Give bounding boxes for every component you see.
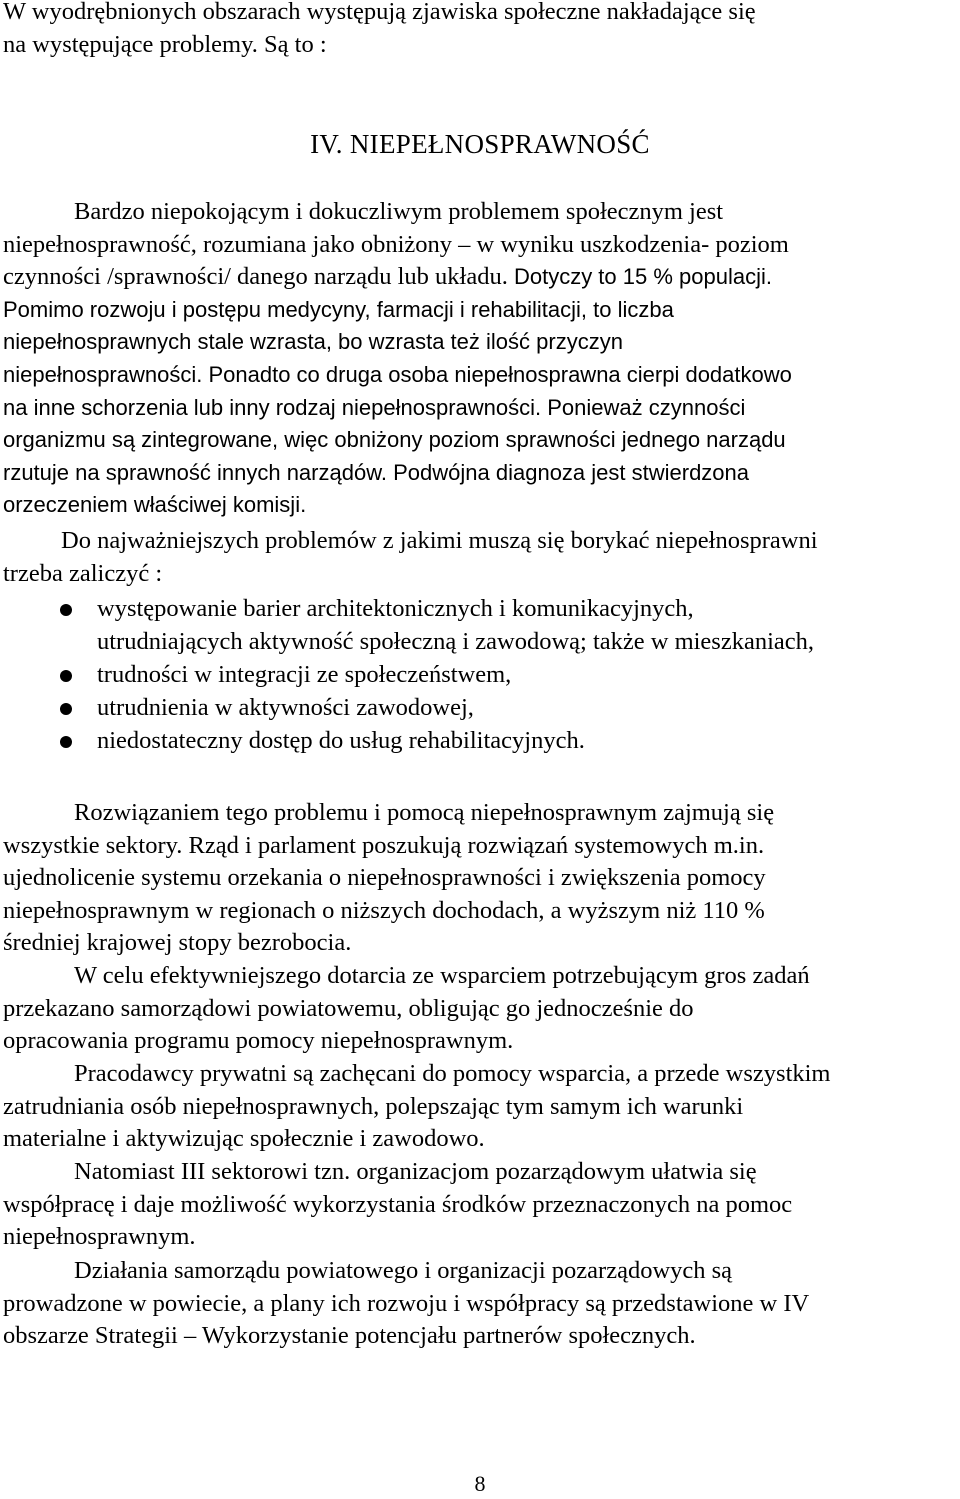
paragraph-line: obszarze Strategii – Wykorzystanie potencjału partnerów społecznych. (3, 1322, 696, 1350)
paragraph-segment: Podwójna diagnoza jest stwierdzona (393, 459, 750, 485)
paragraph-employers (3, 1058, 960, 1156)
bullet-icon (60, 604, 72, 616)
paragraph-line: współpracę i daje możliwość wykorzystania środków przeznaczonych na pomoc (3, 1190, 793, 1218)
paragraph-line: niepełnosprawnych stale wzrasta, bo wzrasta też ilość przyczyn (3, 329, 623, 355)
page-number: 8 (474, 1471, 486, 1496)
list-item-text: trudności w integracji ze społeczeństwem, (97, 661, 512, 688)
paragraph-segment: na inne schorzenia lub inny rodzaj niepełnosprawności. (3, 394, 542, 420)
paragraph-local-government (3, 960, 960, 1058)
paragraph-line: opracowania programu pomocy niepełnosprawnym. (3, 1027, 514, 1055)
paragraph-line: Natomiast III sektorowi tzn. organizacjom pozarządowym ułatwia się (74, 1158, 757, 1185)
intro-paragraph (3, 0, 960, 61)
paragraph-line: średniej krajowej stopy bezrobocia. (3, 929, 352, 957)
paragraph-line: Pomimo rozwoju i postępu medycyny, farmacji i rehabilitacji, to liczba (3, 296, 674, 322)
paragraph-segment: niepełnosprawności. (3, 361, 203, 387)
paragraph-line: orzeczeniem właściwej komisji. (3, 492, 307, 518)
problems-list (0, 592, 960, 757)
paragraph-line: Bardzo niepokojącym i dokuczliwym problemem społecznym jest (74, 198, 724, 225)
paragraph-line (3, 457, 960, 490)
bullet-icon (60, 703, 72, 715)
paragraph-line: niepełnosprawność, rozumiana jako obniżony – w wyniku uszkodzenia- poziom (3, 230, 789, 258)
bullet-icon (60, 736, 72, 748)
paragraph-line: niepełnosprawnym. (3, 1223, 196, 1251)
paragraph-line: wszystkie sektory. Rząd i parlament poszukują rozwiązań systemowych m.in. (3, 831, 765, 859)
paragraph-line (3, 261, 960, 294)
paragraph-disability-definition (3, 196, 960, 522)
paragraph-segment: rzutuje na sprawność innych narządów. (3, 459, 387, 485)
list-item-text: występowanie barier architektonicznych i komunikacyjnych, (97, 595, 694, 622)
paragraph-line (3, 392, 960, 425)
paragraph-line: Pracodawcy prywatni są zachęcani do pomocy wsparcia, a przede wszystkim (74, 1060, 831, 1087)
paragraph-line: prowadzone w powiecie, a plany ich rozwoju i współpracy są przedstawione w IV (3, 1289, 810, 1317)
bullet-icon (60, 670, 72, 682)
list-item-text: utrudnienia w aktywności zawodowej, (97, 694, 474, 721)
paragraph-line: przekazano samorządowi powiatowemu, obligując go jednocześnie do (3, 994, 694, 1022)
list-item-text: niedostateczny dostęp do usług rehabilitacyjnych. (97, 727, 585, 754)
list-item (0, 592, 960, 658)
paragraph-third-sector (3, 1156, 960, 1254)
paragraph-strategy (3, 1255, 960, 1353)
paragraph-segment: czynności /sprawności/ danego narządu lub układu. (3, 263, 508, 291)
paragraph-problems-intro (3, 525, 960, 590)
list-item (0, 724, 960, 757)
section-title: NIEPEŁNOSPRAWNOŚĆ (349, 129, 650, 159)
section-heading (0, 127, 960, 161)
list-item-text: utrudniających aktywność społeczną i zawodową; także w mieszkaniach, (97, 628, 815, 655)
paragraph-segment: Ponadto co druga osoba niepełnosprawna cierpi dodatkowo (208, 361, 792, 387)
paragraph-segment: Dotyczy to 15 % populacji. (513, 264, 772, 290)
list-item (0, 691, 960, 724)
section-numeral: IV. (310, 129, 343, 159)
paragraph-line: materialne i aktywizując społecznie i zawodowo. (3, 1125, 485, 1153)
paragraph-line: zatrudniania osób niepełnosprawnych, polepszając tym samym ich warunki (3, 1092, 744, 1120)
paragraph-line: Rozwiązaniem tego problemu i pomocą niepełnosprawnym zajmują się (74, 799, 775, 826)
intro-line: na występujące problemy. Są to : (3, 30, 327, 58)
list-item (0, 658, 960, 691)
paragraph-line (3, 359, 960, 392)
paragraph-line: W celu efektywniejszego dotarcia ze wsparciem potrzebującym gros zadań (74, 962, 810, 989)
paragraph-solutions (3, 797, 960, 960)
paragraph-line: niepełnosprawnym w regionach o niższych dochodach, a wyższym niż 110 % (3, 896, 765, 924)
intro-line: W wyodrębnionych obszarach występują zjawiska społeczne nakładające się (3, 0, 756, 25)
paragraph-line: Do najważniejszych problemów z jakimi muszą się borykać niepełnosprawni (61, 527, 818, 554)
paragraph-line: ujednolicenie systemu orzekania o niepełnosprawności i zwiększenia pomocy (3, 864, 766, 892)
paragraph-segment: Ponieważ czynności (547, 394, 746, 420)
paragraph-line: Działania samorządu powiatowego i organizacji pozarządowych są (74, 1257, 733, 1284)
paragraph-line: trzeba zaliczyć : (3, 559, 163, 587)
paragraph-line: organizmu są zintegrowane, więc obniżony poziom sprawności jednego narządu (3, 427, 786, 453)
